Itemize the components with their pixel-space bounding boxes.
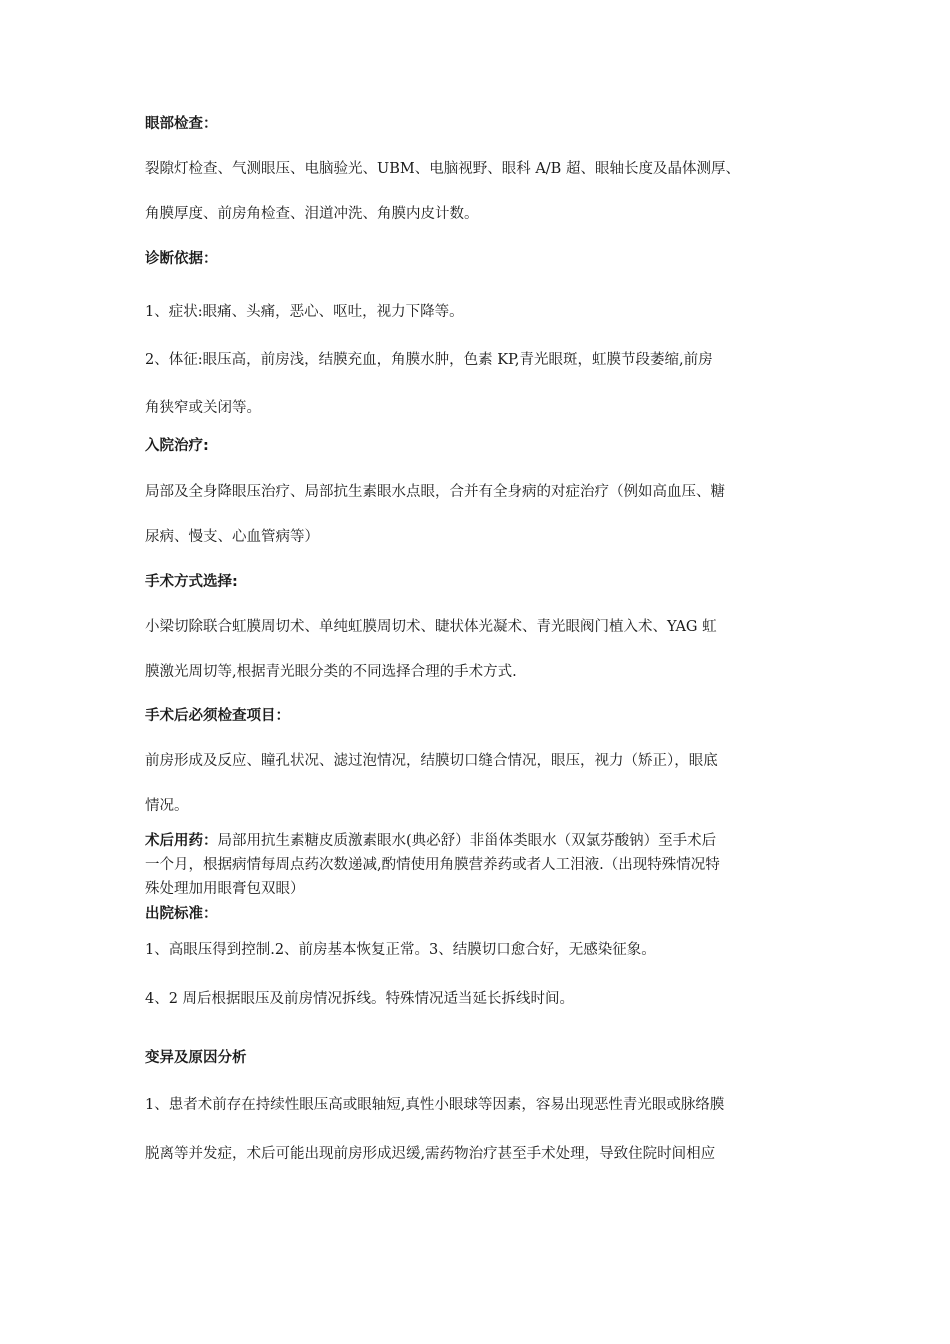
paragraph-line: 1、高眼压得到控制.2、前房基本恢复正常。3、结膜切口愈合好，无感染征象。: [145, 942, 656, 958]
paragraph-line: 小梁切除联合虹膜周切术、单纯虹膜周切术、睫状体光凝术、青光眼阀门植入术、YAG 虹: [145, 619, 717, 635]
postop-meds-text: 局部用抗生素糖皮质激素眼水(典必舒）非甾体类眼水（双氯芬酸钠）至手术后: [217, 833, 717, 849]
paragraph-line: 脱离等并发症，术后可能出现前房形成迟缓,需药物治疗甚至手术处理，导致住院时间相应: [145, 1146, 716, 1162]
paragraph-line: 角狭窄或关闭等。: [145, 400, 261, 416]
heading-postop-exam: 手术后必须检查项目：: [145, 708, 290, 724]
heading-variation: 变异及原因分析: [145, 1050, 247, 1066]
paragraph-line: 裂隙灯检查、气测眼压、电脑验光、UBM、电脑视野、眼科 A/B 超、眼轴长度及晶体测厚、: [145, 161, 740, 177]
paragraph-line: 尿病、慢支、心血管病等）: [145, 529, 319, 545]
paragraph-line: 1、症状:眼痛、头痛，恶心、呕吐，视力下降等。: [145, 304, 464, 320]
heading-diagnosis: 诊断依据：: [145, 251, 218, 267]
postop-meds-line: [145, 831, 716, 851]
paragraph-line: 2、体征:眼压高，前房浅，结膜充血，角膜水肿，色素 KP,青光眼斑，虹膜节段萎缩,前房: [145, 352, 713, 368]
paragraph-line: 局部及全身降眼压治疗、局部抗生素眼水点眼，合并有全身病的对症治疗（例如高血压、糖: [145, 484, 725, 500]
paragraph-line: 前房形成及反应、瞳孔状况、滤过泡情况，结膜切口缝合情况，眼压，视力（矫正），眼底: [145, 753, 718, 769]
paragraph-line: 膜激光周切等,根据青光眼分类的不同选择合理的手术方式.: [145, 664, 517, 680]
postop-meds-label: 术后用药：: [145, 833, 218, 849]
paragraph-line: 殊处理加用眼膏包双眼）: [145, 881, 305, 897]
paragraph-line: 情况。: [145, 798, 189, 814]
heading-admission: 入院治疗:: [145, 438, 209, 454]
paragraph-line: 角膜厚度、前房角检查、泪道冲洗、角膜内皮计数。: [145, 206, 479, 222]
paragraph-line: 一个月，根据病情每周点药次数递减,酌情使用角膜营养药或者人工泪液.（出现特殊情况特: [145, 857, 720, 873]
heading-discharge: 出院标准：: [145, 906, 218, 922]
paragraph-line: 1、患者术前存在持续性眼压高或眼轴短,真性小眼球等因素，容易出现恶性青光眼或脉络膜: [145, 1097, 725, 1113]
heading-eye-exam: 眼部检查：: [145, 116, 218, 132]
paragraph-line: 4、2 周后根据眼压及前房情况拆线。特殊情况适当延长拆线时间。: [145, 991, 575, 1007]
heading-surgery: 手术方式选择:: [145, 574, 238, 590]
